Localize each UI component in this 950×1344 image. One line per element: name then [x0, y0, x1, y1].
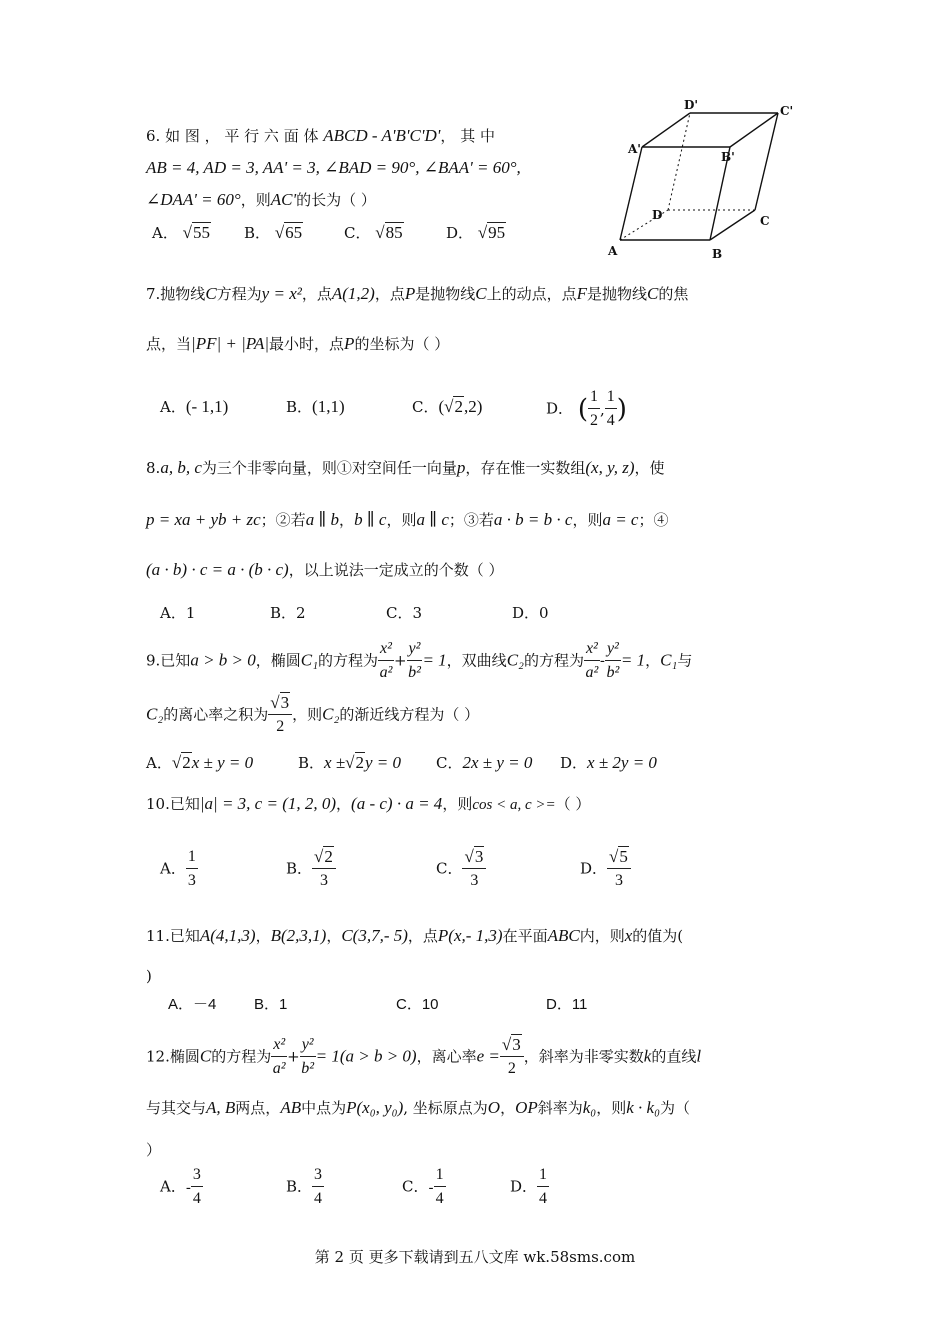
denominator: a² — [585, 664, 599, 681]
numerator: 1 — [434, 1164, 446, 1187]
q7-line-2 — [146, 334, 449, 354]
option-label: D． — [546, 399, 574, 418]
fraction — [607, 846, 631, 893]
text: ， — [326, 927, 342, 945]
fraction — [378, 638, 394, 685]
math: = 1(a > b > 0) — [315, 1046, 417, 1066]
fraction — [300, 1034, 316, 1081]
q10-option-d — [580, 846, 631, 893]
text: ，点 — [407, 927, 438, 945]
option-label: C． — [436, 754, 463, 772]
sqrt-radicand: 5 — [619, 847, 628, 866]
text: ， — [339, 511, 355, 529]
option-label: D． — [446, 224, 474, 242]
math: F — [576, 284, 587, 303]
sqrt: √65 — [274, 223, 303, 242]
q9-option-a — [146, 752, 253, 773]
fraction — [434, 1164, 446, 1211]
math: B(2,3,1) — [270, 926, 327, 945]
q9-line-2 — [146, 692, 479, 739]
option-label: C． — [412, 398, 439, 416]
text: 11.已知 — [146, 927, 200, 945]
denominator: 2 — [589, 412, 598, 429]
text: 是抛物线 — [415, 285, 476, 303]
q12-option-b — [286, 1164, 324, 1211]
sqrt-radicand: 65 — [285, 223, 303, 242]
sqrt: √85 — [375, 223, 403, 242]
option-label: A． — [146, 754, 172, 772]
numerator: y² — [605, 638, 621, 661]
text: 斜率为 — [537, 1099, 583, 1117]
math: C — [199, 1046, 212, 1066]
label-c: C — [760, 214, 770, 228]
math: a ∥ c — [416, 510, 449, 529]
math: C₂ — [506, 650, 524, 670]
text: 上的动点，点 — [486, 285, 577, 303]
text: 为（ — [660, 1099, 691, 1117]
q8-option-c: C．3 — [386, 604, 423, 622]
text: 在平面 — [502, 927, 548, 945]
math: P(x,- 1,3) — [437, 926, 503, 945]
text: ，点 — [374, 285, 405, 303]
q6-math: ABCD - A'B'C'D' — [323, 126, 441, 145]
q6-option-a — [152, 222, 211, 243]
option-label: A． — [160, 398, 186, 416]
parallelepiped-figure — [600, 95, 800, 265]
q10-option-c — [436, 846, 486, 893]
option-label: D． — [580, 859, 608, 878]
q6-math: AC' — [270, 190, 297, 209]
math: b ∥ c — [354, 510, 387, 529]
label-d: D — [652, 208, 663, 222]
q12-option-d — [510, 1164, 549, 1211]
math: x ± — [324, 753, 346, 772]
numerator: x² — [271, 1034, 287, 1057]
math: C₁ — [300, 650, 319, 670]
text: 的渐近线方程为（ ） — [339, 705, 480, 724]
option-label: B． — [286, 1177, 313, 1196]
label-b: B — [712, 247, 723, 261]
option-label: C． — [344, 224, 371, 242]
text: 为三个非零向量，则①对空间任一向量 — [201, 459, 457, 477]
math: = 1 — [422, 650, 447, 670]
q6-line-2 — [146, 158, 521, 178]
text: ， — [500, 1099, 516, 1117]
q8-line-1 — [146, 458, 665, 478]
q6-option-c — [344, 222, 404, 243]
math: x — [624, 926, 633, 945]
q8-option-a: A．1 — [160, 604, 196, 622]
numerator: √5 — [607, 846, 631, 869]
text: 两点， — [235, 1099, 281, 1117]
math: x ± 2y = 0 — [587, 753, 657, 772]
numerator: 3 — [191, 1164, 203, 1187]
text: 内，则 — [579, 927, 625, 945]
paren: ) — [616, 394, 627, 425]
math: OP — [515, 1098, 538, 1117]
sqrt: √95 — [477, 223, 506, 242]
text: ；②若 — [260, 511, 306, 529]
denominator: b² — [606, 664, 620, 681]
sign: - — [428, 1178, 434, 1197]
text: ， — [255, 927, 271, 945]
comma: , — [599, 400, 605, 419]
text: ，以上说法一定成立的个数（ ） — [288, 561, 504, 579]
text: 方程为 — [216, 285, 262, 303]
sqrt-radicand: 2 — [454, 397, 463, 416]
q9-option-b — [298, 752, 401, 773]
fraction — [584, 638, 600, 685]
text: ，斜率为非零实数 — [523, 1047, 644, 1066]
numerator: √3 — [268, 692, 292, 715]
option-label: B． — [244, 224, 271, 242]
q7-option-d — [546, 386, 627, 433]
q9-option-c — [436, 752, 532, 773]
text: 9.已知 — [146, 651, 191, 670]
math: a · b = b · c — [493, 510, 573, 529]
denominator: 3 — [187, 872, 196, 889]
option-label: A． — [160, 859, 186, 878]
option-value: (√2,2) — [438, 397, 483, 416]
math: k₀ — [582, 1098, 597, 1117]
numerator: 1 — [588, 386, 600, 409]
label-d1: D' — [684, 98, 699, 112]
text: 12.椭圆 — [146, 1047, 200, 1066]
math: a > b > 0 — [190, 650, 256, 670]
denominator: b² — [301, 1060, 315, 1077]
math: a, b, c — [160, 458, 202, 477]
text: ，存在惟一实数组 — [465, 459, 586, 477]
text: 7.抛物线 — [146, 285, 206, 303]
math: p — [456, 458, 466, 477]
text: 的坐标为（ ） — [354, 335, 450, 353]
q10-line-1 — [146, 794, 590, 815]
math: (a - c) · a = 4 — [351, 794, 443, 813]
numerator: 1 — [605, 386, 617, 409]
math: a = c — [602, 510, 639, 529]
option-label: A． — [152, 224, 178, 242]
text: 的离心率之积为 — [163, 705, 269, 724]
option-value: (1,1) — [312, 397, 345, 416]
q12-line-1 — [146, 1034, 701, 1081]
math: ABC — [547, 926, 580, 945]
option-label: C． — [402, 1177, 429, 1196]
denominator: 4 — [606, 412, 615, 429]
fraction — [407, 638, 423, 685]
math: C — [475, 284, 487, 303]
q8-option-b: B．2 — [270, 604, 306, 622]
numerator: √3 — [462, 846, 486, 869]
q11-option-b: B．1 — [254, 996, 288, 1013]
math: k — [643, 1046, 652, 1066]
text: ，则 — [442, 795, 473, 813]
fraction — [191, 1164, 203, 1211]
fraction — [588, 386, 600, 433]
text: ， — [336, 795, 352, 813]
denominator: 4 — [435, 1190, 444, 1207]
fraction — [605, 386, 617, 433]
text: ， — [645, 651, 661, 670]
math: p = xa + yb + zc — [146, 510, 261, 529]
text: ,2) — [463, 397, 483, 416]
math: C₂ — [322, 704, 340, 724]
option-value: (- 1,1) — [185, 397, 229, 416]
page-footer: 第 2 页 更多下载请到五八文库 wk.58sms.com — [314, 1248, 636, 1266]
math: e = — [476, 1046, 500, 1066]
denominator: 4 — [539, 1190, 548, 1207]
q11-line-2: ) — [146, 967, 152, 985]
label-c1: C' — [780, 104, 794, 118]
math: (x, y, z) — [585, 458, 635, 477]
fraction — [186, 846, 198, 893]
text: 与其交与 — [146, 1099, 207, 1117]
fraction — [537, 1164, 549, 1211]
math: P — [404, 284, 416, 303]
sqrt-radicand: 3 — [512, 1035, 521, 1054]
math: = 1 — [620, 650, 646, 670]
q8-line-2 — [146, 510, 669, 530]
q12-line-2 — [146, 1098, 690, 1118]
operator: + — [287, 1047, 300, 1066]
text: 与 — [677, 651, 693, 670]
math: cos < a, c >= — [472, 797, 556, 813]
math: l — [696, 1046, 702, 1066]
q8-option-d: D．0 — [512, 604, 549, 622]
math: C — [647, 284, 659, 303]
q6-option-b — [244, 222, 303, 243]
text: ，双曲线 — [446, 651, 507, 670]
numerator: 1 — [186, 846, 198, 869]
q11-option-a: A．－4 — [168, 996, 217, 1013]
math: C(3,7,- 5) — [341, 926, 408, 945]
numerator: x² — [378, 638, 394, 661]
numerator: y² — [300, 1034, 316, 1057]
operator: + — [393, 651, 407, 670]
denominator: b² — [408, 664, 421, 681]
math: a ∥ b — [305, 510, 340, 529]
text: 点，当 — [146, 335, 192, 353]
denominator: 3 — [319, 872, 328, 889]
text: ，椭圆 — [255, 651, 301, 670]
text: 的方程为 — [211, 1047, 272, 1066]
text: ，点 — [301, 285, 332, 303]
label-a: A — [608, 244, 618, 258]
q8-line-3 — [146, 560, 504, 580]
text: ，离心率 — [416, 1047, 477, 1066]
q7-option-a — [160, 396, 228, 417]
q9-line-1 — [146, 638, 692, 685]
fraction — [500, 1034, 524, 1081]
text: ；④ — [638, 511, 669, 529]
denominator: a² — [379, 664, 393, 681]
q11-line-1 — [146, 926, 683, 946]
sqrt-radicand: 3 — [280, 693, 290, 712]
fraction — [312, 846, 336, 893]
denominator: 2 — [507, 1060, 516, 1077]
option-label: A． — [160, 1177, 186, 1196]
q7-option-c — [412, 396, 482, 417]
denominator: 4 — [314, 1190, 323, 1207]
text: 的方程为 — [523, 651, 584, 670]
sqrt-radicand: 2 — [182, 753, 191, 772]
text: 最小时，点 — [269, 335, 345, 353]
math: 2x ± y = 0 — [462, 753, 533, 772]
sqrt-radicand: 55 — [192, 223, 210, 242]
fraction — [312, 1164, 324, 1211]
sqrt: √55 — [182, 223, 210, 242]
q6-math: AB = 4, AD = 3, AA' = 3, ∠BAD = 90°, ∠BAA' = 60°, — [146, 158, 521, 177]
sqrt: √2 — [345, 753, 365, 772]
q6-math: ∠DAA' = 60° — [146, 190, 241, 209]
math: O — [487, 1098, 501, 1117]
sqrt-radicand: 95 — [488, 223, 506, 242]
sqrt-radicand: 2 — [324, 847, 333, 866]
math: |a| = 3, c = (1, 2, 0) — [199, 794, 337, 813]
operator: - — [599, 651, 605, 670]
math: y = 0 — [365, 753, 402, 772]
math: A, B — [206, 1098, 236, 1117]
option-label: B． — [286, 398, 313, 416]
text: 8. — [146, 459, 161, 477]
q7-line-1 — [146, 284, 688, 304]
denominator: 3 — [470, 872, 479, 889]
text: ，则 — [572, 511, 603, 529]
text: ，则 — [386, 511, 417, 529]
denominator: 3 — [614, 872, 623, 889]
math: A(4,1,3) — [199, 926, 256, 945]
q9-option-d — [560, 752, 657, 773]
math: P — [344, 334, 355, 353]
math: y = x² — [261, 284, 302, 303]
numerator: √3 — [500, 1034, 524, 1057]
q6-text: ， 其 中 — [440, 127, 495, 145]
q6-text: 6. 如 图 ， 平 行 六 面 体 — [146, 127, 319, 145]
text: 的值为( — [632, 927, 684, 945]
denominator: 2 — [276, 718, 285, 735]
paren: ( — [577, 394, 588, 425]
sqrt-radicand: 2 — [355, 753, 365, 772]
sqrt-radicand: 3 — [474, 847, 484, 866]
label-a1: A' — [628, 142, 641, 156]
q12-option-a — [160, 1164, 203, 1211]
math: A(1,2) — [331, 284, 375, 303]
text: ；③若 — [448, 511, 494, 529]
q10-option-b — [286, 846, 336, 893]
sqrt: √2 — [171, 753, 191, 772]
math: |PF| + |PA| — [191, 334, 270, 353]
numerator: y² — [407, 638, 423, 661]
q6-text: 的长为（ ） — [296, 191, 376, 209]
math: AB — [280, 1098, 302, 1117]
math: P(x₀, y₀) — [346, 1098, 404, 1117]
numerator: 1 — [537, 1164, 549, 1187]
option-label: D． — [560, 754, 588, 772]
text: 的焦 — [658, 285, 689, 303]
math: C — [205, 284, 217, 303]
option-label: B． — [286, 859, 313, 878]
math: C₁ — [660, 650, 678, 670]
text: 的方程为 — [318, 651, 379, 670]
option-label: C． — [436, 859, 463, 878]
sign: - — [185, 1178, 191, 1197]
q12-line-3: ） — [146, 1141, 162, 1159]
label-b1: B' — [721, 150, 735, 164]
denominator: 4 — [192, 1190, 201, 1207]
fraction — [605, 638, 621, 685]
fraction — [462, 846, 486, 893]
fraction — [271, 1034, 287, 1081]
q12-option-c — [402, 1164, 446, 1211]
denominator: a² — [272, 1060, 286, 1077]
text: 中点为 — [301, 1099, 347, 1117]
q6-line-1 — [146, 126, 495, 146]
q11-option-d: D．11 — [546, 996, 588, 1013]
q10-option-a — [160, 846, 198, 893]
numerator: √2 — [312, 846, 336, 869]
text: ，则 — [292, 705, 323, 724]
math: (a · b) · c = a · (b · c) — [146, 560, 289, 579]
q7-option-b — [286, 396, 345, 417]
option-label: D． — [510, 1177, 538, 1196]
sqrt-radicand: 85 — [385, 223, 403, 242]
math: C₂ — [146, 704, 164, 724]
option-label: B． — [298, 754, 325, 772]
q6-line-3 — [146, 190, 376, 210]
text: , 坐标原点为 — [403, 1099, 488, 1117]
numerator: x² — [584, 638, 600, 661]
text: ，则 — [596, 1099, 627, 1117]
fraction — [268, 692, 292, 739]
numerator: 3 — [312, 1164, 324, 1187]
text: （ ） — [555, 795, 591, 813]
q11-option-c: C．10 — [396, 996, 439, 1013]
math: x ± y = 0 — [191, 753, 254, 772]
math: k · k₀ — [626, 1098, 661, 1117]
text: 是抛物线 — [587, 285, 648, 303]
q6-option-d — [446, 222, 506, 243]
text: 的直线 — [651, 1047, 697, 1066]
text: ，使 — [634, 459, 665, 477]
text: 10.已知 — [146, 795, 200, 813]
q6-text: ，则 — [240, 191, 271, 209]
